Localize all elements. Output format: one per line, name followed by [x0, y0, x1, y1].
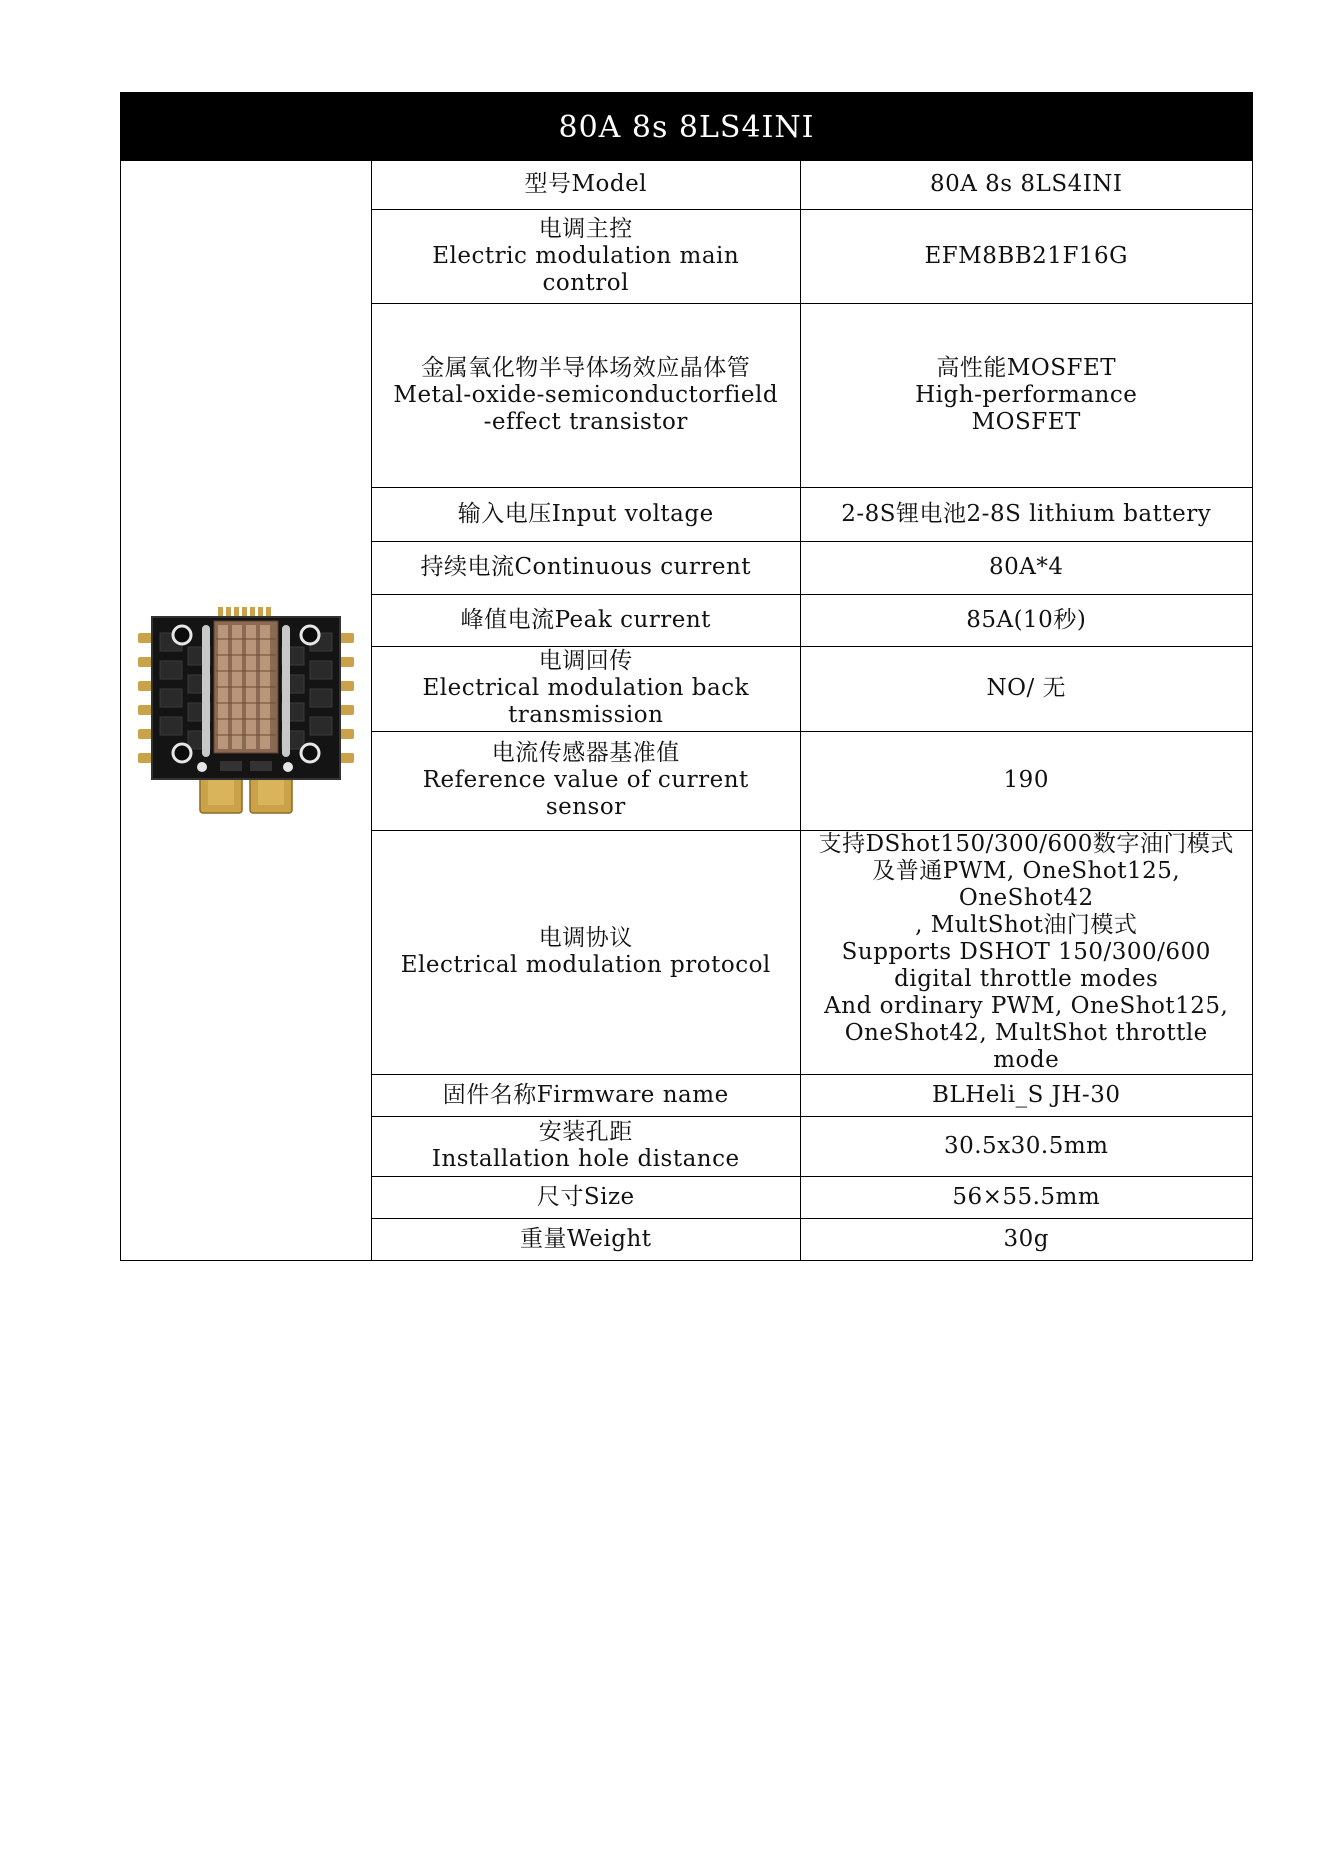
- spec-sheet: [120, 92, 1253, 1261]
- spec-row-model: [372, 161, 1252, 209]
- spec-value: 190: [800, 731, 1252, 830]
- spec-label: 电调主控 Electric modulation main control: [372, 209, 800, 303]
- spec-row-main-control: [372, 209, 1252, 303]
- spec-label: 型号Model: [372, 161, 800, 209]
- spec-value: 30g: [1003, 1225, 1049, 1252]
- sheet-body: [121, 161, 1252, 1260]
- spec-row-current-sensor: [372, 731, 1252, 830]
- spec-row-peak-current: [372, 594, 1252, 646]
- spec-value: 支持DShot150/300/600数字油门模式 及普通PWM, OneShot125, OneShot42 , MultShot油门模式 Supports DSHOT 150/300/600 digital throttle modes And ordinary PWM, OneShot125, OneShot42, MultShot throttle mode: [800, 830, 1252, 1074]
- spec-row-firmware: [372, 1074, 1252, 1116]
- spec-label: 固件名称Firmware name: [372, 1074, 800, 1116]
- spec-row-size: [372, 1176, 1252, 1218]
- spec-value: 80A 8s 8LS4INI: [800, 161, 1252, 209]
- spec-row-weight: [372, 1218, 1252, 1260]
- spec-row-mosfet: [372, 303, 1252, 487]
- spec-value: BLHeli_S JH-30: [800, 1074, 1252, 1116]
- spec-label: 持续电流Continuous current: [372, 541, 800, 594]
- spec-row-continuous-current: [372, 541, 1252, 594]
- spec-label: 电流传感器基准值 Reference value of current sensor: [372, 731, 800, 830]
- spec-label: 电调协议 Electrical modulation protocol: [372, 830, 800, 1074]
- spec-row-protocol: [372, 830, 1252, 1074]
- spec-value: 30.5x30.5mm: [800, 1116, 1252, 1176]
- sheet-title: 80A 8s 8LS4INI: [121, 93, 1252, 161]
- spec-label: 金属氧化物半导体场效应晶体管 Metal-oxide-semiconductorfield -effect transistor: [372, 303, 800, 487]
- spec-value: 80A*4: [800, 541, 1252, 594]
- spec-label: 安装孔距 Installation hole distance: [372, 1116, 800, 1176]
- spec-row-input-voltage: [372, 487, 1252, 541]
- spec-row-back-transmission: [372, 646, 1252, 731]
- spec-label: 重量Weight: [372, 1218, 800, 1260]
- spec-value: 高性能MOSFET High-performance MOSFET: [800, 303, 1252, 487]
- spec-row-hole-distance: [372, 1116, 1252, 1176]
- esc-board-image: [138, 603, 354, 819]
- spec-value: NO/ 无: [800, 646, 1252, 731]
- spec-label: 尺寸Size: [372, 1176, 800, 1218]
- spec-label: 输入电压Input voltage: [372, 487, 800, 541]
- spec-value: 56×55.5mm: [800, 1176, 1252, 1218]
- spec-label: 峰值电流Peak current: [372, 594, 800, 646]
- spec-value: 2-8S锂电池2-8S lithium battery: [800, 487, 1252, 541]
- spec-label: 电调回传 Electrical modulation back transmission: [372, 646, 800, 731]
- spec-value: EFM8BB21F16G: [800, 209, 1252, 303]
- spec-table: [372, 161, 1252, 1260]
- product-photo-cell: [121, 161, 372, 1260]
- spec-value: 85A(10秒): [800, 594, 1252, 646]
